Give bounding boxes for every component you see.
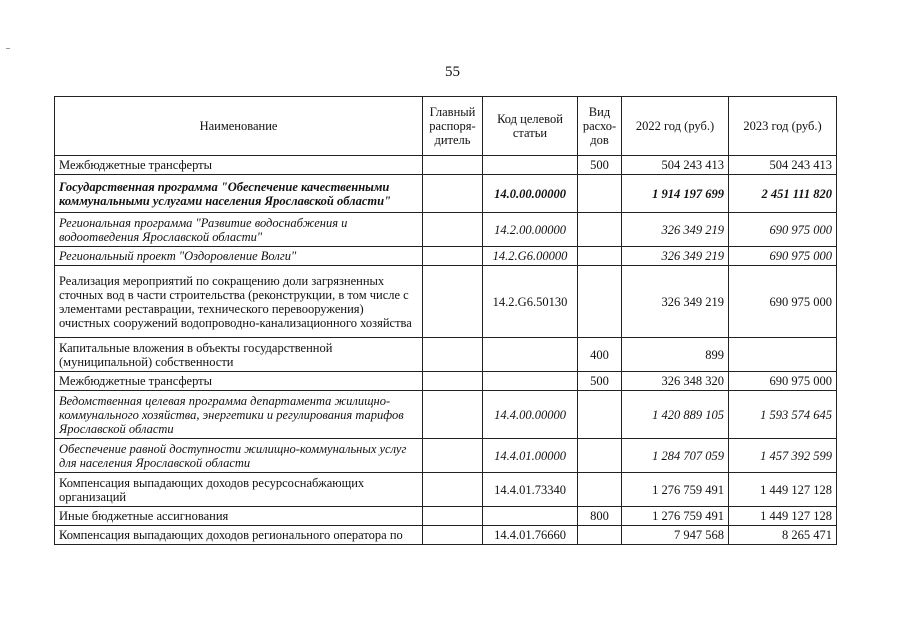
cell-manager [423,247,483,266]
cell-amount-2022: 1 276 759 491 [622,473,729,507]
cell-amount-2022: 7 947 568 [622,526,729,545]
cell-manager [423,473,483,507]
cell-name: Реализация мероприятий по сокращению доли загрязненных сточных вод в части строительства (реконструкции, в том числе с элементами реставрации, технического перевооружения) очистных сооружений водопроводно-канализационного хозяйства [55,266,423,338]
cell-amount-2022: 326 349 219 [622,213,729,247]
cell-name: Государственная программа "Обеспечение качественными коммунальными услугами населения Ярославской области" [55,175,423,213]
cell-amount-2022: 899 [622,338,729,372]
cell-name: Межбюджетные трансферты [55,372,423,391]
cell-manager [423,507,483,526]
table-row [55,247,837,266]
cell-code: 14.2.00.00000 [483,213,578,247]
header-name: Наименование [55,97,423,156]
cell-name: Компенсация выпадающих доходов регионального оператора по [55,526,423,545]
cell-manager [423,338,483,372]
cell-expense-type [578,391,622,439]
cell-amount-2023 [729,338,837,372]
cell-amount-2023: 690 975 000 [729,372,837,391]
cell-name: Региональная программа "Развитие водоснабжения и водоотведения Ярославской области" [55,213,423,247]
table-row [55,156,837,175]
cell-expense-type: 800 [578,507,622,526]
table-row [55,372,837,391]
cell-code: 14.4.00.00000 [483,391,578,439]
cell-amount-2022: 326 349 219 [622,247,729,266]
cell-code [483,372,578,391]
table-row [55,507,837,526]
table-body [55,156,837,545]
cell-expense-type [578,439,622,473]
cell-expense-type: 500 [578,372,622,391]
cell-name: Обеспечение равной доступности жилищно-коммунальных услуг для населения Ярославской области [55,439,423,473]
cell-code [483,507,578,526]
cell-name: Компенсация выпадающих доходов ресурсоснабжающих организаций [55,473,423,507]
cell-expense-type: 500 [578,156,622,175]
table-row [55,175,837,213]
cell-amount-2023: 504 243 413 [729,156,837,175]
margin-mark [6,48,10,49]
table-row [55,213,837,247]
cell-manager [423,372,483,391]
cell-expense-type [578,175,622,213]
cell-amount-2022: 1 276 759 491 [622,507,729,526]
cell-expense-type [578,266,622,338]
table-row [55,439,837,473]
cell-code: 14.0.00.00000 [483,175,578,213]
cell-expense-type: 400 [578,338,622,372]
cell-amount-2023: 1 449 127 128 [729,473,837,507]
cell-code: 14.4.01.00000 [483,439,578,473]
header-year-2022: 2022 год (руб.) [622,97,729,156]
cell-expense-type [578,213,622,247]
cell-amount-2023: 8 265 471 [729,526,837,545]
cell-expense-type [578,473,622,507]
cell-amount-2022: 1 914 197 699 [622,175,729,213]
table-row [55,473,837,507]
cell-manager [423,266,483,338]
cell-code: 14.2.G6.00000 [483,247,578,266]
cell-name: Ведомственная целевая программа департамента жилищно-коммунального хозяйства, энергетики и регулирования тарифов Ярославской области [55,391,423,439]
cell-amount-2023: 1 457 392 599 [729,439,837,473]
cell-name: Межбюджетные трансферты [55,156,423,175]
table-row [55,266,837,338]
header-expense-type: Вид расхо-дов [578,97,622,156]
cell-code [483,156,578,175]
cell-name: Капитальные вложения в объекты государственной (муниципальной) собственности [55,338,423,372]
header-manager: Главный распоря-дитель [423,97,483,156]
cell-name: Иные бюджетные ассигнования [55,507,423,526]
cell-code: 14.4.01.76660 [483,526,578,545]
cell-amount-2023: 690 975 000 [729,266,837,338]
cell-amount-2022: 504 243 413 [622,156,729,175]
cell-amount-2023: 690 975 000 [729,247,837,266]
budget-table [54,96,837,545]
cell-expense-type [578,526,622,545]
table-row [55,338,837,372]
header-year-2023: 2023 год (руб.) [729,97,837,156]
cell-amount-2022: 326 348 320 [622,372,729,391]
table-row [55,526,837,545]
page-number: 55 [445,64,460,80]
cell-code: 14.4.01.73340 [483,473,578,507]
cell-name: Региональный проект "Оздоровление Волги" [55,247,423,266]
header-row [55,97,837,156]
cell-amount-2022: 1 420 889 105 [622,391,729,439]
cell-amount-2022: 326 349 219 [622,266,729,338]
cell-code [483,338,578,372]
cell-amount-2023: 1 593 574 645 [729,391,837,439]
cell-amount-2023: 690 975 000 [729,213,837,247]
cell-amount-2023: 2 451 111 820 [729,175,837,213]
cell-manager [423,156,483,175]
cell-manager [423,526,483,545]
cell-manager [423,175,483,213]
cell-code: 14.2.G6.50130 [483,266,578,338]
cell-manager [423,213,483,247]
table-row [55,391,837,439]
cell-amount-2023: 1 449 127 128 [729,507,837,526]
cell-manager [423,391,483,439]
cell-amount-2022: 1 284 707 059 [622,439,729,473]
cell-expense-type [578,247,622,266]
header-code: Код целевой статьи [483,97,578,156]
cell-manager [423,439,483,473]
